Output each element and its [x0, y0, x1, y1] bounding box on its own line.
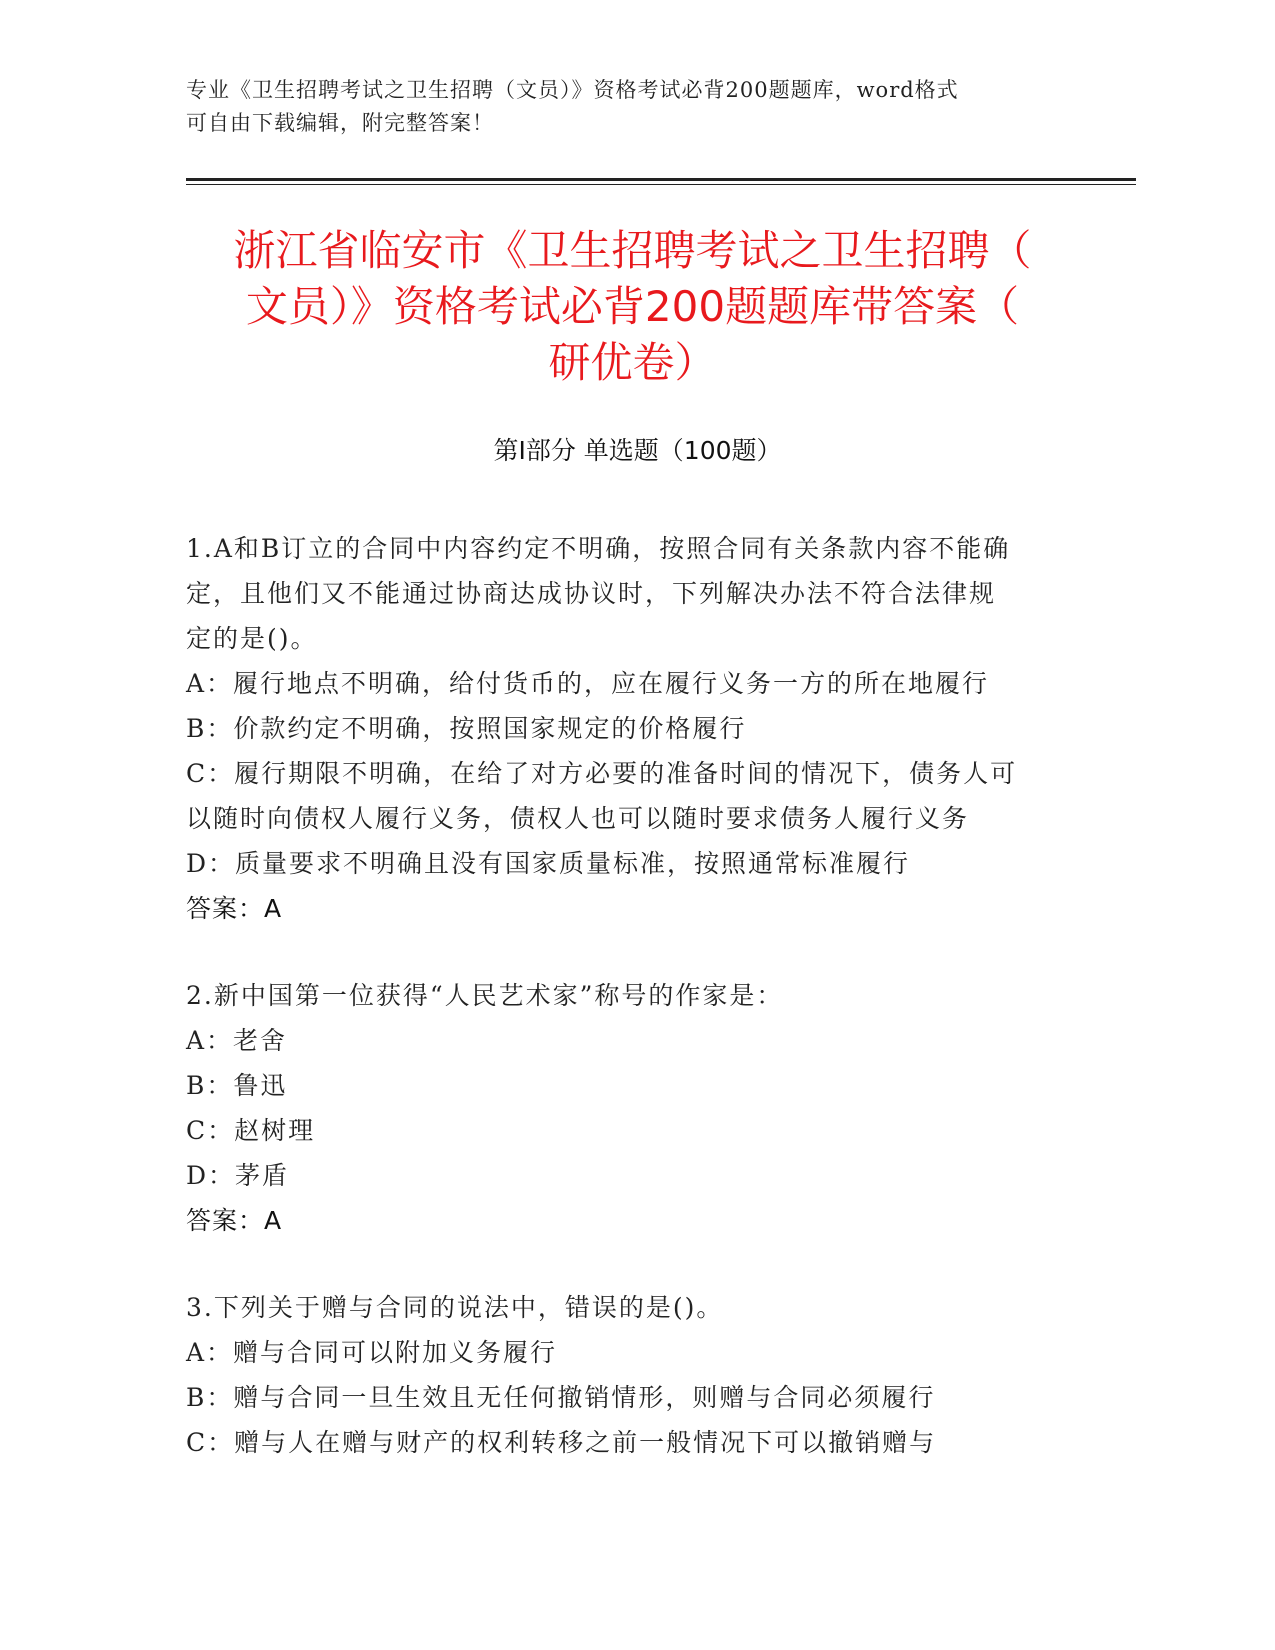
option-d: D：茅盾 [186, 1161, 290, 1190]
question-stem [186, 973, 1066, 1018]
header-note-line-2: 可自由下载编辑，附完整答案！ [186, 111, 494, 135]
question-stem [186, 1285, 1066, 1330]
option-c: C：履行期限不明确，在给了对方必要的准备时间的情况下，债务人可 [186, 759, 1018, 788]
option-b: B：鲁迅 [186, 1071, 288, 1100]
header-divider-thin [186, 184, 1136, 185]
question-1 [186, 526, 1066, 931]
question-3 [186, 1285, 1066, 1465]
answer: 答案：A [186, 894, 283, 923]
header-divider-thick [186, 178, 1136, 181]
option-a: A：履行地点不明确，给付货币的，应在履行义务一方的所在地履行 [186, 669, 990, 698]
answer: 答案：A [186, 1206, 283, 1235]
header-note-line-1: 专业《卫生招聘考试之卫生招聘（文员）》资格考试必背200题题库，word格式 [186, 78, 959, 102]
question-stem [186, 526, 1066, 661]
document-title-line-2: 文员）》资格考试必背200题题库带答案（ [245, 282, 1020, 331]
option-b: B：价款约定不明确，按照国家规定的价格履行 [186, 714, 747, 743]
header-note [186, 74, 1066, 140]
option-b: B：赠与合同一旦生效且无任何撤销情形，则赠与合同必须履行 [186, 1383, 936, 1412]
section-title: 第Ⅰ部分 单选题（100题） [493, 436, 782, 465]
option-c-continued: 以随时向债权人履行义务，债权人也可以随时要求债务人履行义务 [186, 804, 970, 833]
option-d: D：质量要求不明确且没有国家质量标准，按照通常标准履行 [186, 849, 911, 878]
question-2 [186, 973, 1066, 1243]
question-stem-line: 1.A和B订立的合同中内容约定不明确，按照合同有关条款内容不能确 [186, 534, 1011, 563]
question-stem-line: 2.新中国第一位获得“人民艺术家”称号的作家是： [186, 981, 784, 1010]
document-title-line-3: 研优卷） [548, 338, 717, 387]
document-title-line-1: 浙江省临安市《卫生招聘考试之卫生招聘（ [233, 226, 1032, 275]
option-a: A：赠与合同可以附加义务履行 [186, 1338, 558, 1367]
option-c: C：赵树理 [186, 1116, 316, 1145]
option-c: C：赠与人在赠与财产的权利转移之前一般情况下可以撤销赠与 [186, 1428, 937, 1457]
question-stem-line: 定，且他们又不能通过协商达成协议时，下列解决办法不符合法律规 [186, 579, 997, 608]
question-list [186, 526, 1066, 1507]
question-stem-line: 3.下列关于赠与合同的说法中，错误的是()。 [186, 1293, 724, 1322]
document-title [180, 223, 1085, 391]
question-stem-line: 定的是()。 [186, 624, 318, 653]
option-a: A：老舍 [186, 1026, 288, 1055]
